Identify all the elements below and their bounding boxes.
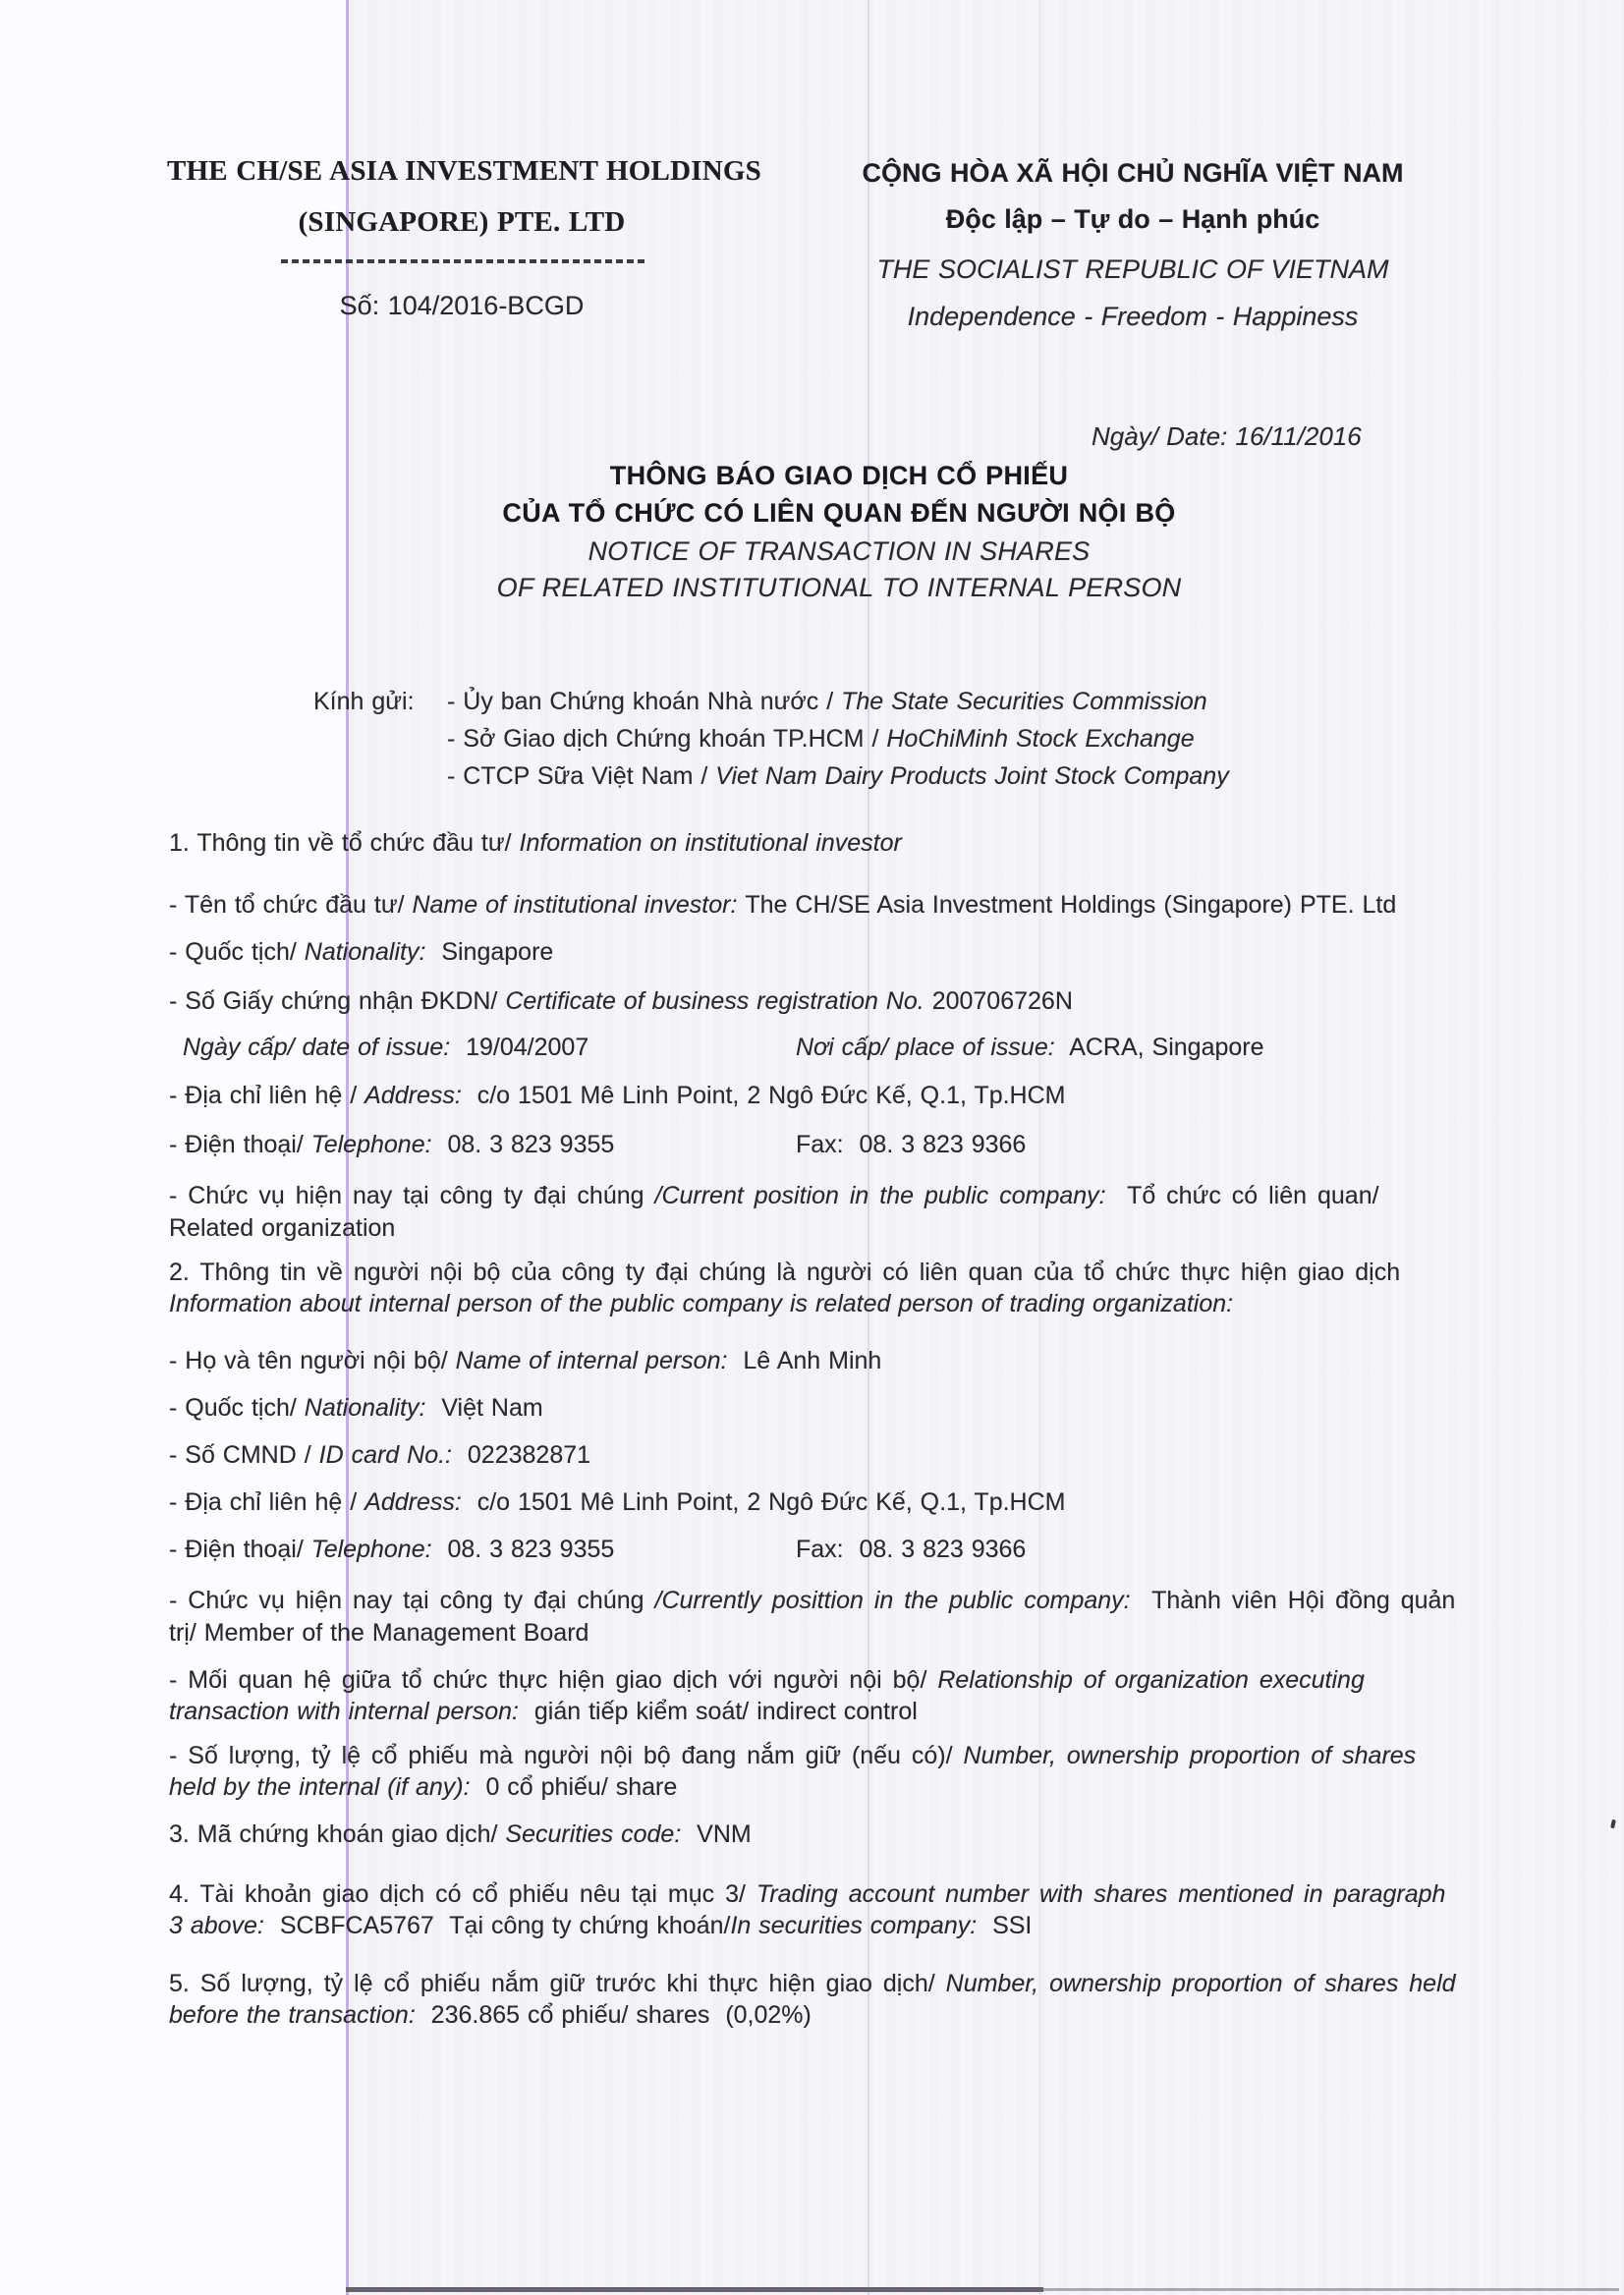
label-vn: - Địa chỉ liên hệ /	[169, 1488, 365, 1516]
label-en: Nationality:	[304, 1394, 426, 1422]
label-en: Securities code:	[505, 1820, 682, 1848]
field-value: The CH/SE Asia Investment Holdings (Singapore) PTE. Ltd	[745, 891, 1397, 919]
dashed-divider	[281, 259, 646, 263]
label-vn: - Chức vụ hiện nay tại công ty đại chúng	[169, 1182, 655, 1209]
field-person-id	[169, 1439, 590, 1471]
label-vn: - Quốc tịch/	[169, 938, 305, 966]
field-investor-address	[169, 1080, 1065, 1111]
label-fax: Fax:	[796, 1131, 844, 1158]
field-person-position-line1	[169, 1585, 1455, 1616]
field-investor-phone-fax	[169, 1129, 1493, 1160]
field-person-nationality	[169, 1392, 543, 1424]
label-issue-date: Ngày cấp/ date of issue:	[183, 1034, 451, 1061]
field-value: 08. 3 823 9366	[843, 1536, 1027, 1563]
label-vn: 4. Tài khoản giao dịch có cổ phiếu nêu tại mục 3/	[169, 1880, 756, 1908]
document-title-vn2	[250, 497, 1428, 529]
field-shares-before-line1	[169, 1968, 1456, 1999]
label-en: Address:	[364, 1488, 462, 1516]
company-name-text: (SINGAPORE) PTE. LTD	[298, 206, 626, 238]
scan-bottom-edge-dark	[346, 2287, 1043, 2292]
label-en: 3 above:	[169, 1912, 264, 1939]
reference-number	[167, 290, 756, 321]
field-person-address	[169, 1486, 1065, 1518]
label-en: Name of institutional investor:	[412, 891, 746, 919]
field-investor-position-line1	[169, 1180, 1379, 1211]
document-title-vn1	[250, 460, 1428, 491]
label-en: Information about internal person of the public company is related person of trading organization:	[169, 1290, 1234, 1317]
label-en: Number, ownership proportion of shares	[963, 1742, 1417, 1769]
field-value: Related organization	[169, 1214, 396, 1242]
label-vn: - Điện thoại/	[169, 1536, 311, 1563]
section1-heading	[169, 827, 902, 859]
field-value: c/o 1501 Mê Linh Point, 2 Ngô Đức Kế, Q.1, Tp.HCM	[461, 1082, 1066, 1109]
field-value: 0 cổ phiếu/ share	[470, 1773, 678, 1801]
label-vn: 5. Số lượng, tỷ lệ cổ phiếu nắm giữ trước khi thực hiện giao dịch/	[169, 1970, 946, 1997]
label-vn: 3. Mã chứng khoán giao dịch/	[169, 1820, 506, 1848]
label-en: In securities company:	[730, 1912, 978, 1939]
field-value: 19/04/2007	[450, 1034, 589, 1061]
field-value: 022382871	[452, 1441, 591, 1469]
field-value: 236.865 cổ phiếu/ shares (0,02%)	[415, 2001, 812, 2029]
label-vn: - Số CMND /	[169, 1441, 319, 1469]
label-vn: - Chức vụ hiện nay tại công ty đại chúng	[169, 1587, 655, 1614]
recipient-vn: - Ủy ban Chứng khoán Nhà nước /	[447, 688, 842, 715]
recipient-en: Viet Nam Dairy Products Joint Stock Company	[715, 762, 1229, 790]
field-person-phone-fax	[169, 1534, 1493, 1565]
label-en: Telephone:	[310, 1536, 432, 1563]
label-vn: - Địa chỉ liên hệ /	[169, 1082, 365, 1109]
field-shares-held-internal-line1	[169, 1740, 1416, 1771]
company-name-line2	[167, 206, 756, 238]
title-text: THÔNG BÁO GIAO DỊCH CỔ PHIẾU	[609, 461, 1069, 490]
document-date-text: Ngày/ Date: 16/11/2016	[1092, 421, 1362, 451]
republic-header-en2	[838, 301, 1428, 332]
label-vn: 2. Thông tin về người nội bộ của công ty đại chúng là người có liên quan của tổ chức thực hiện giao dịch	[169, 1259, 1401, 1286]
recipients-label-text: Kính gửi:	[313, 688, 415, 715]
field-investor-nationality	[169, 936, 553, 968]
scan-bottom-edge-light	[1043, 2288, 1619, 2291]
field-value: 200706726N	[931, 987, 1073, 1015]
label-en: Telephone:	[310, 1131, 432, 1158]
field-relationship-line2	[169, 1696, 918, 1727]
document-title-en2	[250, 572, 1428, 603]
field-shares-before-line2	[169, 1999, 812, 2031]
republic-header-text: Independence - Freedom - Happiness	[907, 302, 1359, 331]
label-en: /Currently posittion in the public company:	[654, 1587, 1131, 1614]
section2-heading-line1	[169, 1257, 1400, 1288]
field-value: c/o 1501 Mê Linh Point, 2 Ngô Đức Kế, Q.1, Tp.HCM	[461, 1488, 1066, 1516]
recipient-item	[447, 760, 1229, 792]
field-investor-name	[169, 889, 1396, 921]
label-vn: - Số Giấy chứng nhận ĐKDN/	[169, 987, 506, 1015]
label-en: Certificate of business registration No.	[505, 987, 932, 1015]
field-value: SSI	[977, 1912, 1033, 1939]
section2-heading-line2	[169, 1288, 1233, 1319]
label-en: Name of internal person:	[455, 1347, 728, 1374]
title-text: NOTICE OF TRANSACTION IN SHARES	[588, 536, 1091, 566]
label-en: Number, ownership proportion of shares held	[945, 1970, 1456, 1997]
field-shares-held-internal-line2	[169, 1771, 677, 1803]
field-value: Lê Anh Minh	[727, 1347, 882, 1374]
label-vn: - Mối quan hệ giữa tổ chức thực hiện giao dịch với người nội bộ/	[169, 1666, 938, 1694]
republic-header-text: THE SOCIALIST REPUBLIC OF VIETNAM	[876, 254, 1389, 284]
recipient-vn: - Sở Giao dịch Chứng khoán TP.HCM /	[447, 725, 887, 753]
field-trading-account-line2	[169, 1910, 1032, 1941]
recipient-en: The State Securities Commission	[841, 688, 1207, 715]
label-en: /Current position in the public company:	[654, 1182, 1106, 1209]
field-value: SCBFCA5767 Tại công ty chứng khoán/	[263, 1912, 731, 1939]
republic-header-text: Độc lập – Tự do – Hạnh phúc	[945, 204, 1320, 234]
label-vn: - Tên tổ chức đầu tư/	[169, 891, 413, 919]
recipient-item	[447, 686, 1207, 717]
field-investor-registration	[169, 985, 1073, 1017]
label-fax: Fax:	[796, 1536, 844, 1563]
field-securities-code	[169, 1819, 752, 1850]
reference-number-text: Số: 104/2016-BCGD	[339, 291, 585, 320]
title-text: OF RELATED INSTITUTIONAL TO INTERNAL PERSON	[496, 573, 1182, 602]
company-name-line1	[167, 155, 761, 187]
field-person-name	[169, 1345, 881, 1376]
label-en: Information on institutional investor	[519, 829, 902, 857]
field-relationship-line1	[169, 1664, 1365, 1696]
field-value: trị/ Member of the Management Board	[169, 1619, 589, 1647]
label-en: transaction with internal person:	[169, 1698, 519, 1725]
company-name-text: THE CH/SE ASIA INVESTMENT HOLDINGS	[167, 155, 761, 187]
field-investor-position-line2	[169, 1212, 395, 1244]
recipient-item	[447, 723, 1195, 755]
label-en: Relationship of organization executing	[937, 1666, 1365, 1694]
label-en: before the transaction:	[169, 2001, 416, 2029]
field-trading-account-line1	[169, 1878, 1445, 1910]
label-vn: - Họ và tên người nội bộ/	[169, 1347, 456, 1374]
republic-header-vn1	[838, 157, 1428, 189]
field-value: gián tiếp kiểm soát/ indirect control	[518, 1698, 918, 1725]
field-value: Tổ chức có liên quan/	[1105, 1182, 1379, 1209]
field-issue-date-place	[183, 1032, 1493, 1063]
title-text: CỦA TỔ CHỨC CÓ LIÊN QUAN ĐẾN NGƯỜI NỘI BỘ	[502, 498, 1176, 528]
label-vn: - Số lượng, tỷ lệ cổ phiếu mà người nội bộ đang nắm giữ (nếu có)/	[169, 1742, 964, 1769]
label-en: ID card No.:	[318, 1441, 452, 1469]
label-en: Address:	[364, 1082, 462, 1109]
field-value: Thành viên Hội đồng quản	[1130, 1587, 1456, 1614]
field-value: Việt Nam	[425, 1394, 543, 1422]
document-title-en1	[250, 535, 1428, 567]
label-en: Trading account number with shares mentioned in paragraph	[756, 1880, 1446, 1908]
recipients-label	[313, 686, 415, 717]
field-value: Singapore	[425, 938, 554, 966]
republic-header-en1	[838, 253, 1428, 285]
republic-header-text: CỘNG HÒA XÃ HỘI CHỦ NGHĨA VIỆT NAM	[862, 158, 1404, 188]
label-en: Nationality:	[304, 938, 426, 966]
field-value: 08. 3 823 9355	[431, 1536, 615, 1563]
republic-header-vn2	[838, 203, 1428, 235]
label-vn: - Quốc tịch/	[169, 1394, 305, 1422]
label-issue-place: Nơi cấp/ place of issue:	[796, 1034, 1055, 1061]
label-vn: 1. Thông tin về tổ chức đầu tư/	[169, 829, 520, 857]
recipient-vn: - CTCP Sữa Việt Nam /	[447, 762, 716, 790]
field-value: 08. 3 823 9355	[431, 1131, 615, 1158]
recipient-en: HoChiMinh Stock Exchange	[886, 725, 1195, 753]
field-person-position-line2	[169, 1617, 588, 1649]
field-value: VNM	[681, 1820, 752, 1848]
field-value: 08. 3 823 9366	[843, 1131, 1027, 1158]
document-date	[1092, 420, 1362, 452]
label-en: held by the internal (if any):	[169, 1773, 471, 1801]
label-vn: - Điện thoại/	[169, 1131, 311, 1158]
field-value: ACRA, Singapore	[1054, 1034, 1264, 1061]
